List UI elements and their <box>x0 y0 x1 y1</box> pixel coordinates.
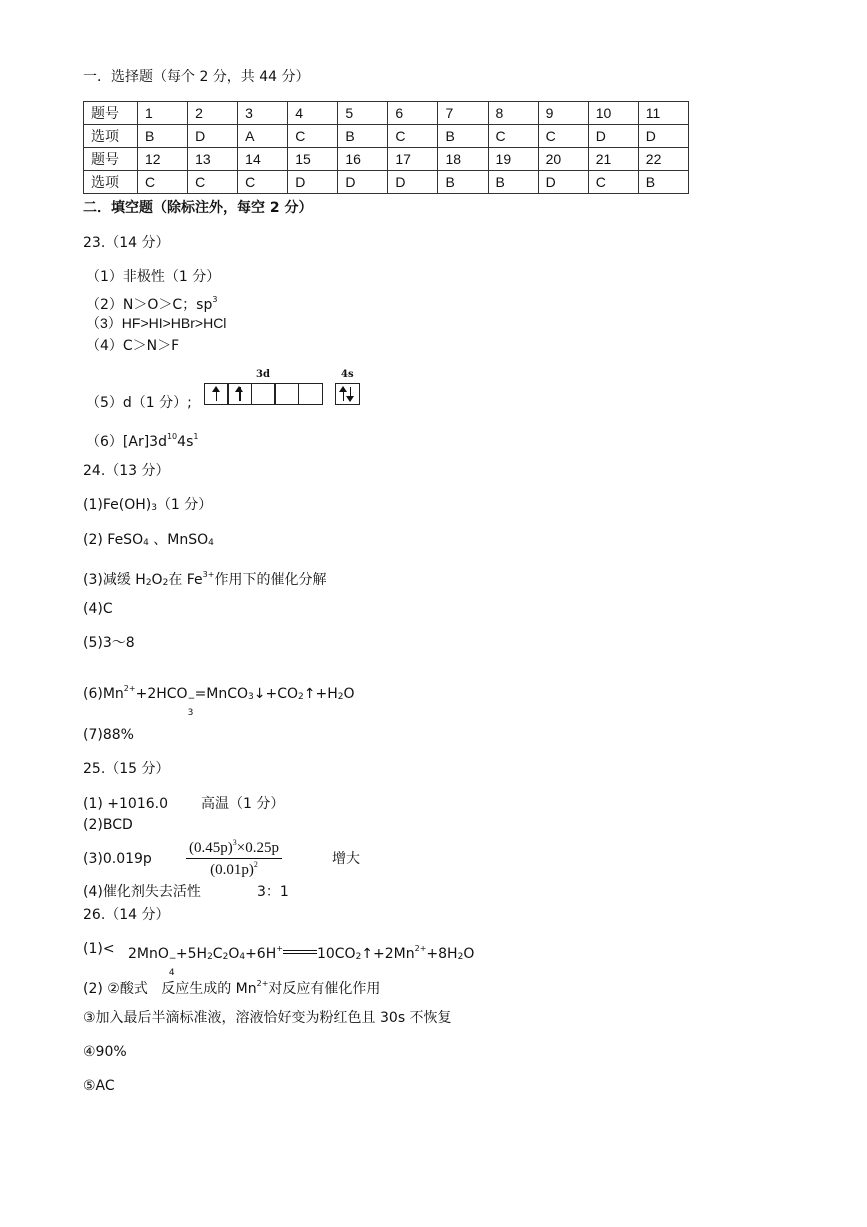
table-cell: 19 <box>488 148 538 171</box>
answer-table <box>83 101 689 194</box>
q24-answer-3: (3)减缓 $H_2O_2$在 $Fe^{3+}$作用下的催化分解 <box>83 570 327 588</box>
table-row-header: 题号 <box>84 148 138 171</box>
table-cell: 6 <box>388 102 438 125</box>
table-cell: D <box>538 171 588 194</box>
table-cell: B <box>138 125 188 148</box>
table-cell: 1 <box>138 102 188 125</box>
orbital-diagram-4s <box>336 383 360 405</box>
q26-answer-3: ③加入最后半滴标准液，溶液恰好变为粉红色且 30s 不恢复 <box>83 1010 452 1026</box>
q24-header: 24.（13 分） <box>83 463 170 479</box>
table-row <box>84 148 689 171</box>
q26-answer-1: (1)< <box>83 941 115 957</box>
orbital-4s-label: 4s <box>341 369 354 380</box>
q25-answer-3c: 增大 <box>332 851 360 867</box>
table-cell: 22 <box>638 148 688 171</box>
q25-answer-1b: 高温（1 分） <box>201 796 285 812</box>
q24-answer-2: (2) FeSO$_4$ 、MnSO$_4$ <box>83 532 214 548</box>
q25-answer-4b: 3：1 <box>257 884 289 900</box>
q26-answer-5: ⑤AC <box>83 1078 115 1094</box>
table-cell: C <box>538 125 588 148</box>
equals-double-line <box>283 950 317 954</box>
q23-answer-6: $(6)[Ar]3d^{10}4s^1$ <box>86 432 199 450</box>
spin-up-arrow-icon <box>343 387 345 401</box>
table-cell: C <box>238 171 288 194</box>
table-cell: C <box>138 171 188 194</box>
table-cell: C <box>188 171 238 194</box>
section1-title: 一．选择题（每个 2 分，共 44 分） <box>83 69 310 85</box>
table-cell: 14 <box>238 148 288 171</box>
q25-answer-1: (1) +1016.0 <box>83 796 168 812</box>
orbital-diagram-3d <box>205 383 323 405</box>
table-cell: 8 <box>488 102 538 125</box>
q25-header: 25.（15 分） <box>83 761 170 777</box>
table-row-header: 选项 <box>84 171 138 194</box>
table-cell: 17 <box>388 148 438 171</box>
fraction-numerator: $(0.45p)^3\times 0.25p$ <box>186 838 282 859</box>
table-cell: C <box>488 125 538 148</box>
q26-answer-2: (2) ②酸式 反应生成的 $Mn^{2+}$对反应有催化作用 <box>83 979 381 997</box>
table-cell: 2 <box>188 102 238 125</box>
table-cell: 18 <box>438 148 488 171</box>
q23-answer-5: （5）d（1 分）; <box>86 395 192 411</box>
table-row <box>84 171 689 194</box>
table-cell: 20 <box>538 148 588 171</box>
spin-up-arrow-icon <box>216 387 218 401</box>
orbital-box-3d-2 <box>227 383 252 405</box>
q23-header: 23.（14 分） <box>83 235 170 251</box>
table-row-header: 选项 <box>84 125 138 148</box>
table-cell: 5 <box>338 102 388 125</box>
orbital-box-4s <box>335 383 360 405</box>
q26-answer-4: ④90% <box>83 1044 127 1060</box>
q23-answer-4: （4）C＞N＞F <box>86 338 180 354</box>
table-cell: D <box>388 171 438 194</box>
orbital-box-3d-1 <box>204 383 229 405</box>
orbital-box-3d-5 <box>298 383 323 405</box>
table-cell: 12 <box>138 148 188 171</box>
table-cell: 3 <box>238 102 288 125</box>
fraction-denominator: $(0.01p)^2$ <box>210 860 258 878</box>
q24-answer-5: (5)3～8 <box>83 635 135 651</box>
table-cell: 13 <box>188 148 238 171</box>
spin-down-arrow-icon <box>350 387 352 401</box>
table-cell: B <box>438 171 488 194</box>
table-cell: 11 <box>638 102 688 125</box>
table-cell: C <box>388 125 438 148</box>
q25-answer-4: (4)催化剂失去活性 <box>83 884 201 900</box>
orbital-3d-label: 3d <box>256 369 270 380</box>
spin-up-arrow-icon <box>239 387 241 401</box>
table-cell: D <box>338 171 388 194</box>
q25-answer-3: (3)0.019p <box>83 851 152 867</box>
q23-answer-2: （2）N＞O＞C；$sp^3$ <box>86 295 218 313</box>
q23-answer-3: （3）HF>HI>HBr>HCl <box>86 315 227 331</box>
table-cell: C <box>588 171 638 194</box>
orbital-box-3d-4 <box>274 383 299 405</box>
table-cell: 16 <box>338 148 388 171</box>
q23-answer-1: （1）非极性（1 分） <box>86 269 221 285</box>
q25-fraction <box>186 838 282 879</box>
table-cell: D <box>188 125 238 148</box>
table-cell: A <box>238 125 288 148</box>
table-cell: D <box>288 171 338 194</box>
table-cell: 21 <box>588 148 638 171</box>
q26-header: 26.（14 分） <box>83 907 170 923</box>
table-cell: B <box>438 125 488 148</box>
table-cell: C <box>288 125 338 148</box>
table-cell: 9 <box>538 102 588 125</box>
orbital-box-3d-3 <box>251 383 276 405</box>
table-cell: 15 <box>288 148 338 171</box>
q24-answer-6: $(6)Mn^{2+}+2HCO$ − 3 $=MnCO_3↓+CO_2↑+H_2O$ <box>83 684 355 718</box>
table-row <box>84 125 689 148</box>
table-cell: D <box>638 125 688 148</box>
table-cell: B <box>338 125 388 148</box>
q24-answer-4: (4)C <box>83 601 113 617</box>
table-cell: D <box>588 125 638 148</box>
q26-equation: 2MnO − 4 $+5H_2C_2O_4+6H^+$ $10CO_2↑+2Mn^{2+}+8H_2O$ <box>128 944 475 978</box>
q24-answer-1: $(1)Fe(OH)_3(1$ 分） <box>83 497 213 513</box>
table-row <box>84 102 689 125</box>
table-cell: 10 <box>588 102 638 125</box>
table-cell: 7 <box>438 102 488 125</box>
q24-answer-7: (7)88% <box>83 727 134 743</box>
table-row-header: 题号 <box>84 102 138 125</box>
table-cell: 4 <box>288 102 338 125</box>
q25-answer-2: (2)BCD <box>83 817 133 833</box>
table-cell: B <box>488 171 538 194</box>
table-cell: B <box>638 171 688 194</box>
section2-title: 二．填空题（除标注外，每空 2 分） <box>83 200 313 216</box>
